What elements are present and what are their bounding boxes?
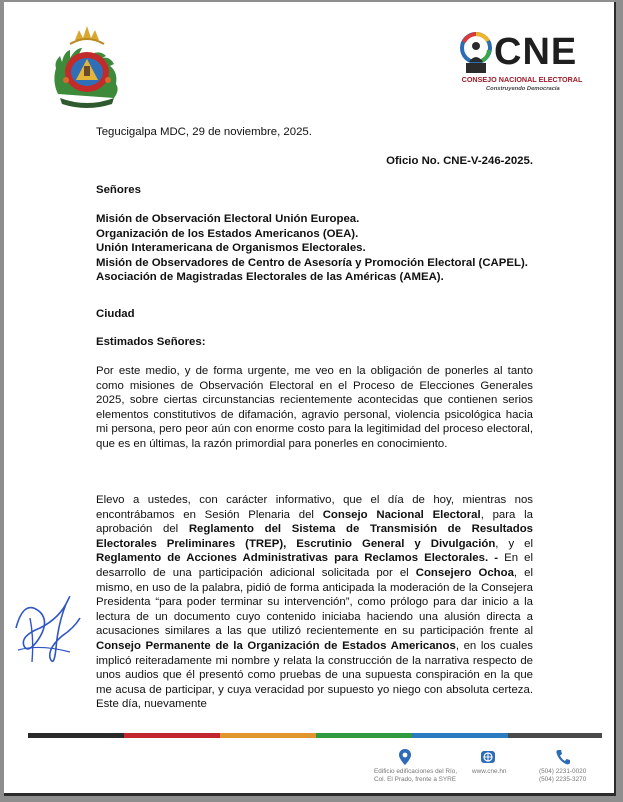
greeting-line: Estimados Señores: (96, 336, 206, 348)
emphasis-text: Reglamento de Acciones Administrativas para Reclamos Electorales. - (96, 552, 499, 565)
address-line-2: Col. El Prado, frente a SYRE (374, 776, 457, 783)
paragraph-text: , para la aprobación del (96, 508, 533, 536)
recipient-item: Organización de los Estados Americanos (OEA). (96, 227, 359, 240)
body-paragraph-2 (96, 493, 533, 712)
recipient-item: Misión de Observación Electoral Unión Europea. (96, 213, 360, 225)
paragraph-text: Elevo a ustedes, con carácter informativo, que el día de hoy, mientras nos encontrábamos en Sesión Plenaria del (96, 494, 533, 521)
ballot-mark-icon (456, 32, 496, 76)
phone-number-1: (504) 2231-0020 (539, 768, 587, 775)
logo-subtitle: CONSEJO NACIONAL ELECTORAL (461, 75, 583, 84)
recipient-item: Misión de Observadores de Centro de Asesoría y Promoción Electoral (CAPEL). (96, 256, 528, 269)
globe-icon (480, 748, 496, 766)
letter-page (4, 2, 616, 796)
date-line: Tegucigalpa MDC, 29 de noviembre, 2025. (96, 126, 312, 138)
recipient-list (96, 212, 533, 285)
paragraph-text: , el mismo, en uso de la palabra, pidió de forma anticipada la moderación de la Consejera Presidenta “para poder terminar su intervención”, como prólogo para dar inicio a la lectura de un documento cuyo contenido iniciaba haciendo una alusión directa a acusaciones similares a las que utilizó recientemente en su participación frente al (96, 566, 533, 638)
website-link[interactable]: www.cne.hn (472, 768, 507, 775)
recipient-item: Unión Interamericana de Organismos Electorales. (96, 242, 366, 255)
body-paragraph-1: Por este medio, y de forma urgente, me veo en la obligación de ponerles al tanto como misiones de Observación Electoral en el Proceso de Elecciones Generales 2025, sobre ciertas circunstancias recientemente acontecidas que contienen serios elementos constitutivos de difamación, agravio personal, violencia psicológica hacia mi persona, pero peor aún con enorme costo para la legitimidad del proceso electoral, que es en últimas, la razón primordial para ponerles en conocimiento. (96, 365, 533, 450)
reference-number: Oficio No. CNE-V-246-2025. (386, 155, 533, 167)
city-line: Ciudad (96, 308, 135, 320)
footer-color-bar (28, 733, 602, 738)
paragraph-text: , en los cuales implicó reiteradamente mi nombre y relata la construcción de la narrativa respecto de unos audios que él presentó como pruebas de una supuesta conspiración en la que me acusa de participar, y cuya veracidad por supuesto yo niego con absoluta certeza. Este día, nuevamente (96, 639, 533, 711)
logo-wordmark: CNE (494, 31, 578, 73)
emphasis-text: Consejo Permanente de la Organización de Estados Americanos (96, 639, 456, 652)
paragraph-text: , y el (495, 537, 533, 550)
coat-of-arms-seal (48, 22, 126, 108)
location-pin-icon (397, 748, 413, 766)
paragraph-text: En el desarrollo de una participación adicional solicitada por el (96, 552, 533, 579)
logo-tagline: Construyendo Democracia (486, 86, 560, 92)
phone-icon (555, 748, 571, 766)
address-line-1: Edificio edificaciones del Río, (374, 768, 458, 775)
cne-logo (456, 32, 588, 102)
handwritten-signature (10, 588, 86, 674)
emphasis-text: Consejo Nacional Electoral (322, 508, 481, 521)
phone-number-2: (504) 2235-3270 (539, 776, 587, 783)
recipient-item: Asociación de Magistradas Electorales de las Américas (AMEA). (96, 271, 444, 284)
salutation-title: Señores (96, 184, 141, 196)
emphasis-text: Reglamento del Sistema de Transmisión de Resultados Electorales Preliminares (TREP), Escrutinio General y Divulgación (96, 523, 533, 550)
emphasis-text: Consejero Ochoa (415, 566, 514, 579)
